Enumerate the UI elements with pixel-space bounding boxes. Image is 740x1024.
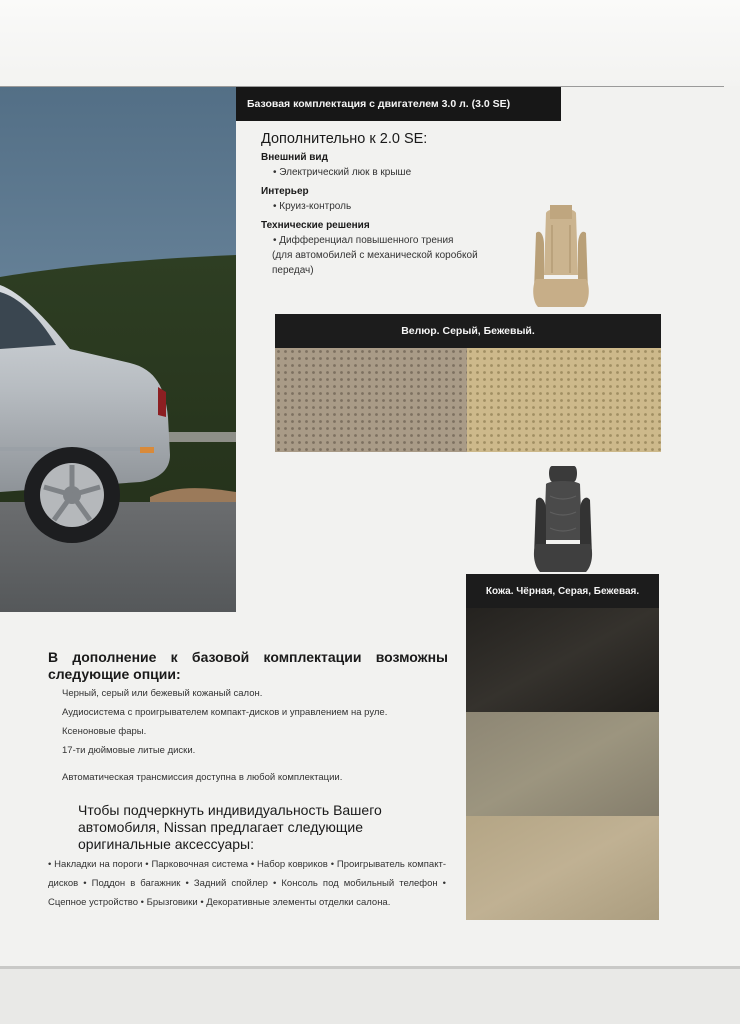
category-interior: Интерьер [261,186,309,197]
page-margin-bottom [0,969,740,1024]
engine-header: Базовая комплектация с двигателем 3.0 л. (3.0 SE) [236,87,561,121]
fabric-swatch-beige [467,348,661,457]
transmission-note: Автоматическая трансмиссия доступна в любой комплектации. [62,772,343,783]
leather-swatch-black [466,608,659,717]
accessories-list: • Накладки на пороги • Парковочная система • Набор ковриков • Проигрыватель компакт-дисков • Поддон в багажник • Задний спойлер • Консоль под мобильный телефон • Сцепное устройство • Брызговики • Декоративные элементы отделки салона. [48,859,446,908]
options-list [62,688,448,756]
accessories-title: Чтобы подчеркнуть индивидуальность Вашего автомобиля, Nissan предлагает следующие оригинальные аксессуары: [78,802,382,852]
option-item: Ксеноновые фары. [62,726,147,737]
feature-item-text: • Дифференциал повышенного трения [273,235,454,246]
options-title: В дополнение к базовой комплектации возможны следующие опции: [48,649,448,682]
leather-seat-image [528,466,598,581]
feature-item: • Электрический люк в крыше [273,167,412,178]
fabric-swatch-grey [275,348,467,457]
option-item: 17-ти дюймовые литые диски. [62,745,196,756]
feature-item: • Круиз-контроль [273,201,352,212]
leather-swatch-grey [466,712,659,821]
feature-item-note: (для автомобилей с механической коробкой передач) [272,250,478,276]
fabric-label-bar: Велюр. Серый, Бежевый. [275,314,661,348]
leather-label-bar: Кожа. Чёрная, Серая, Бежевая. [466,574,659,608]
car-photo [0,87,236,612]
additional-features [261,131,491,284]
fabric-seat-image [528,205,594,320]
category-exterior: Внешний вид [261,152,328,163]
category-technical: Технические решения [261,220,370,231]
option-item: Черный, серый или бежевый кожаный салон. [62,688,263,699]
leather-swatch-beige [466,816,659,925]
options-section [48,649,448,783]
feature-item [273,233,491,278]
additional-title: Дополнительно к 2.0 SE: [261,131,428,147]
page-margin-top [0,0,740,86]
option-item: Аудиосистема с проигрывателем компакт-дисков и управлением на руле. [62,707,388,718]
